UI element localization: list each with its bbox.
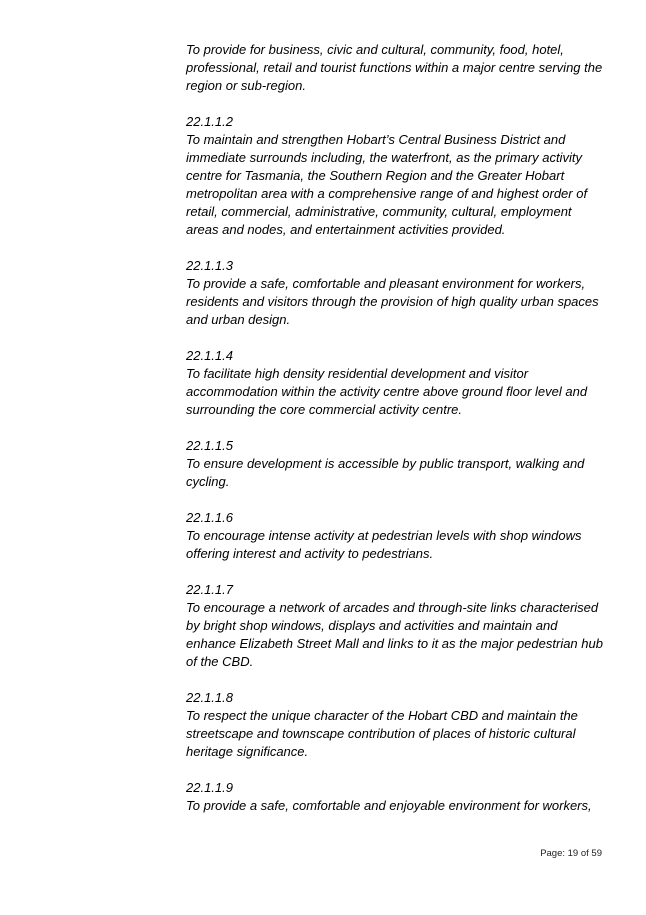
document-body	[186, 41, 606, 833]
clause-number: 22.1.1.4	[186, 348, 233, 363]
clause-number: 22.1.1.7	[186, 582, 233, 597]
clause-22-1-1-9	[186, 779, 606, 815]
intro-paragraph	[186, 41, 606, 95]
clause-22-1-1-8	[186, 689, 606, 761]
clause-22-1-1-4	[186, 347, 606, 419]
clause-text: To provide a safe, comfortable and pleasant environment for workers, residents and visitors through the provision of high quality urban spaces and urban design.	[186, 276, 599, 327]
clause-number: 22.1.1.8	[186, 690, 233, 705]
clause-number: 22.1.1.6	[186, 510, 233, 525]
clause-text: To maintain and strengthen Hobart’s Central Business District and immediate surrounds including, the waterfront, as the primary activity centre for Tasmania, the Southern Region and the Greater Hobart metropolitan area with a comprehensive range of and highest order of retail, commercial, administrative, community, cultural, employment areas and nodes, and entertainment activities provided.	[186, 132, 588, 237]
clause-number: 22.1.1.9	[186, 780, 233, 795]
clause-22-1-1-2	[186, 113, 606, 239]
clause-text: To encourage a network of arcades and through-site links characterised by bright shop windows, displays and activities and maintain and enhance Elizabeth Street Mall and links to it as the major pedestrian hub of the CBD.	[186, 600, 603, 669]
clause-number: 22.1.1.5	[186, 438, 233, 453]
intro-text: To provide for business, civic and cultural, community, food, hotel, professional, retail and tourist functions within a major centre serving the region or sub-region.	[186, 42, 603, 93]
clause-text: To facilitate high density residential development and visitor accommodation within the activity centre above ground floor level and surrounding the core commercial activity centre.	[186, 366, 588, 417]
page-number: Page: 19 of 59	[540, 848, 602, 859]
clause-22-1-1-5	[186, 437, 606, 491]
clause-22-1-1-6	[186, 509, 606, 563]
clause-number: 22.1.1.3	[186, 258, 233, 273]
clause-text: To respect the unique character of the Hobart CBD and maintain the streetscape and townscape contribution of places of historic cultural heritage significance.	[186, 708, 578, 759]
clause-22-1-1-7	[186, 581, 606, 671]
clause-number: 22.1.1.2	[186, 114, 233, 129]
clause-text: To ensure development is accessible by public transport, walking and cycling.	[186, 456, 585, 489]
clause-text: To provide a safe, comfortable and enjoyable environment for workers,	[186, 798, 592, 813]
clause-22-1-1-3	[186, 257, 606, 329]
clause-text: To encourage intense activity at pedestrian levels with shop windows offering interest and activity to pedestrians.	[186, 528, 582, 561]
